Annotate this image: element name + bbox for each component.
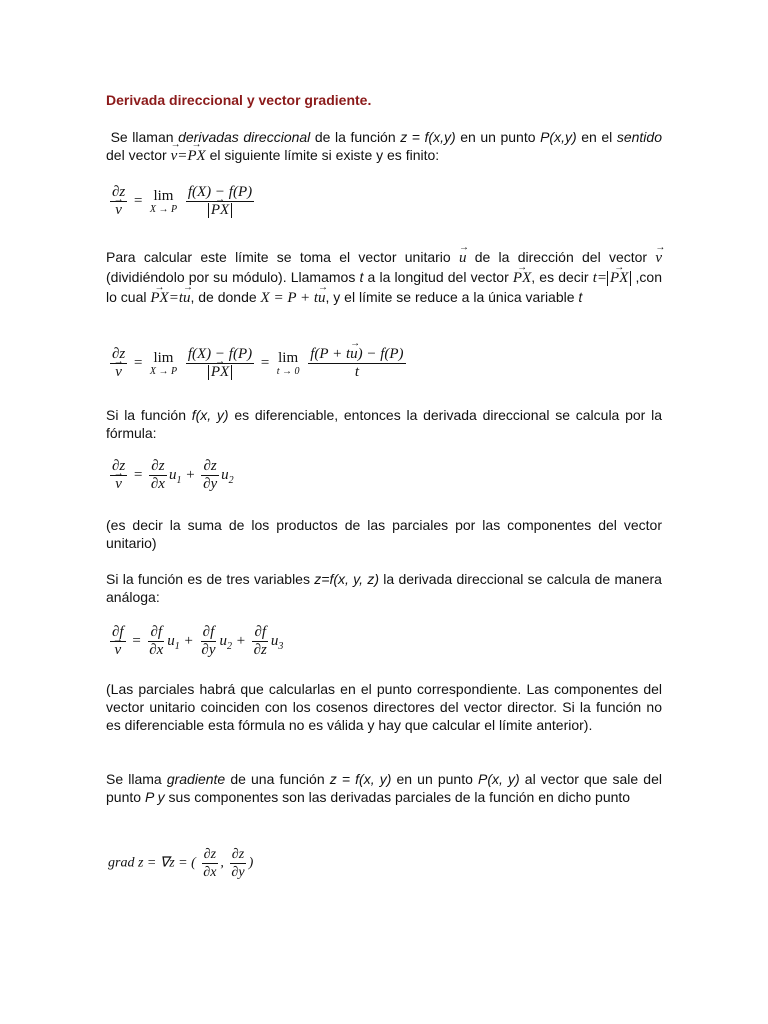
inline-math-x-eq: X = P + t→ u: [261, 290, 326, 306]
text: Si la función es de tres variables: [106, 571, 315, 587]
text: , y el límite se reduce a la única variable: [325, 289, 579, 305]
section-title: Derivada direccional y vector gradiente.: [106, 92, 372, 108]
text-italic: P y: [144, 789, 165, 805]
formula-gradient: grad z = ∇z = ( $\frac{\partial z}{\partial x}$ , $\frac{\partial z}{\partial y}$ ): [108, 847, 254, 880]
text-italic: f(x, y): [191, 407, 229, 423]
text: Se llaman: [110, 129, 179, 145]
paragraph-definition: [106, 128, 662, 165]
paragraph-gradient-definition: [106, 770, 662, 806]
text: del vector: [106, 147, 171, 163]
text: en un punto: [391, 771, 478, 787]
inline-math-px-tu: → PX=t→ u: [150, 290, 190, 306]
text: la derivada direccional se calcula de manera análoga:: [106, 571, 662, 605]
text-italic: t: [359, 269, 364, 285]
paragraph-three-variables: [106, 570, 662, 606]
text-italic: z = f(x, y): [329, 771, 392, 787]
text: al vector que sale del punto: [106, 771, 662, 805]
text-italic: z = f(x,y): [400, 129, 456, 145]
formula-two-variables: ∂z → v = $\frac{\partial z}{\partial x}$ $u_1$ + $\frac{\partial z}{\partial y}$ $u_2$: [108, 458, 234, 493]
text: (dividiéndolo por su módulo). Llamamos: [106, 269, 360, 285]
text-italic: derivadas direccional: [178, 129, 311, 145]
text-italic: P(x,y): [540, 129, 577, 145]
formula-three-variables: ∂f → v = $\frac{\partial f}{\partial x}$ $u_1$ + $\frac{\partial f}{\partial y}$ $u_2$ + $\frac{\partial f}{\partial z}$ $u_3$: [108, 624, 283, 659]
inline-math-px: → PX: [513, 269, 531, 288]
text: en un punto: [455, 129, 541, 145]
text: , es decir: [531, 269, 593, 285]
paragraph-differentiable: [106, 406, 662, 442]
text: sus componentes son las derivadas parciales de la función en dicho punto: [164, 789, 631, 805]
text: de una función: [225, 771, 330, 787]
text: Si la función: [106, 407, 192, 423]
formula-directional-limit: ∂z → v = lim X → P f(X) − f(P) → PX: [108, 184, 256, 219]
text: de la dirección del vector: [466, 249, 656, 265]
text: ,con lo cual: [106, 269, 662, 305]
text: de la función: [310, 129, 401, 145]
text: Se llama: [106, 771, 167, 787]
paragraph-unit-vector: [106, 248, 662, 308]
text: Para calcular este límite se toma el vector unitario: [106, 249, 459, 265]
text-italic: sentido: [616, 129, 662, 145]
text: a la longitud del vector: [363, 269, 513, 285]
paragraph-sum-products: (es decir la suma de los productos de las parciales por las componentes del vector unitario): [106, 517, 662, 551]
text: es diferenciable, entonces la derivada direccional se calcula por la fórmula:: [106, 407, 662, 441]
text-italic: z=f(x, y, z): [314, 571, 379, 587]
inline-math-u: → u: [459, 249, 467, 268]
text-italic: P(x, y): [478, 771, 520, 787]
inline-math-v: → v: [655, 249, 662, 268]
inline-math-v-px: → v=→ PX: [171, 148, 206, 164]
formula-limit-t: ∂z → v = lim X → P f(X) − f(P) → PX = lim t → 0 $\frac{f(P + t\to u) - f(P)}{t}$: [108, 346, 408, 381]
text-italic: gradiente: [166, 771, 226, 787]
text: en el: [576, 129, 617, 145]
text: , de donde: [190, 289, 261, 305]
text: el siguiente límite si existe y es finito:: [205, 147, 440, 163]
text-italic: t: [578, 289, 583, 305]
inline-math-t-norm: t=→ PX: [593, 270, 632, 286]
paragraph-partials-note: (Las parciales habrá que calcularlas en el punto correspondiente. Las componentes del vector unitario coinciden con los cosenos directores del vector director. Si la función no es diferenciable esta fórmula no es válida y hay que calcular el límite anterior).: [106, 681, 662, 733]
